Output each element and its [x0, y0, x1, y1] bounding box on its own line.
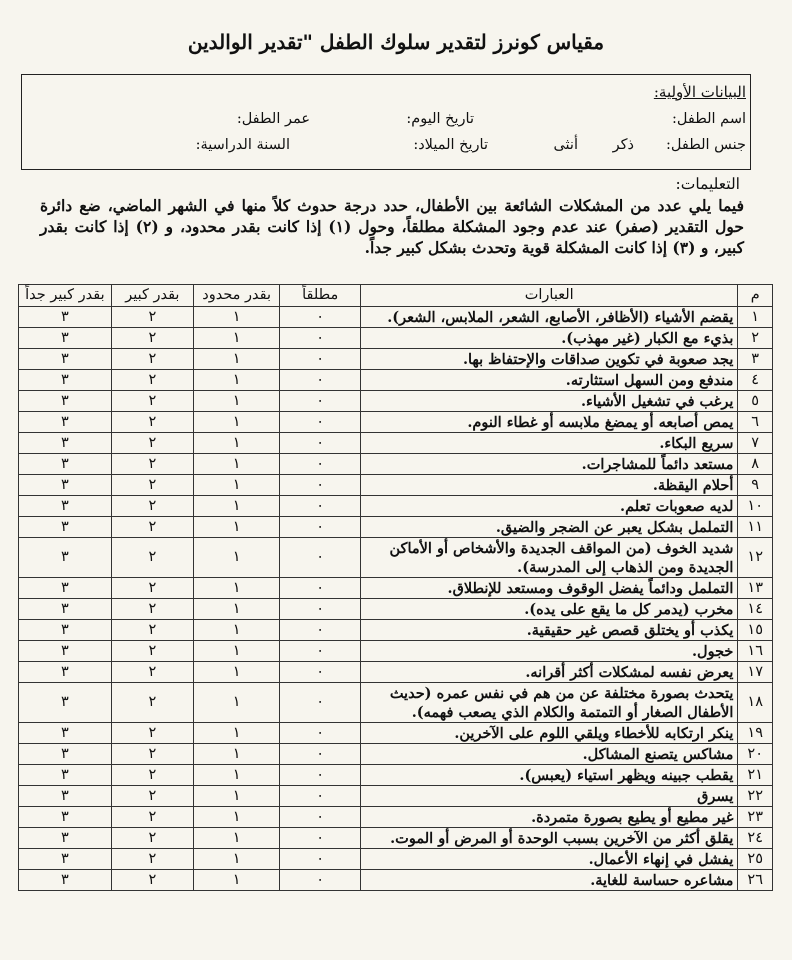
row-number: ٢٣ [738, 807, 773, 828]
row-number: ١٥ [738, 620, 773, 641]
row-statement: مشاعره حساسة للغاية. [360, 870, 737, 891]
score-very-large[interactable]: ٣ [19, 849, 112, 870]
table-row [19, 683, 773, 723]
score-very-large[interactable]: ٣ [19, 786, 112, 807]
score-never[interactable]: ٠ [280, 620, 361, 641]
row-statement: مندفع ومن السهل استثارته. [360, 370, 737, 391]
row-statement: مخرب (يدمر كل ما يقع على يده). [360, 599, 737, 620]
behavior-rating-table [18, 284, 773, 891]
score-large[interactable]: ٢ [111, 786, 193, 807]
row-statement: يكذب أو يختلق قصص غير حقيقية. [360, 620, 737, 641]
row-statement: يعرض نفسه لمشكلات أكثر أقرانه. [360, 662, 737, 683]
score-large[interactable]: ٢ [111, 683, 193, 723]
score-very-large[interactable]: ٣ [19, 496, 112, 517]
score-never[interactable]: ٠ [280, 662, 361, 683]
score-limited[interactable]: ١ [193, 391, 279, 412]
table-row [19, 349, 773, 370]
score-large[interactable]: ٢ [111, 578, 193, 599]
score-limited[interactable]: ١ [193, 599, 279, 620]
row-number: ٨ [738, 454, 773, 475]
row-number: ٧ [738, 433, 773, 454]
table-row [19, 433, 773, 454]
table-row [19, 786, 773, 807]
score-large[interactable]: ٢ [111, 349, 193, 370]
table-row [19, 517, 773, 538]
row-statement: يمص أصابعه أو يمضغ ملابسه أو غطاء النوم. [360, 412, 737, 433]
score-limited[interactable]: ١ [193, 744, 279, 765]
header-statement: العبارات [360, 285, 737, 307]
score-large[interactable]: ٢ [111, 391, 193, 412]
score-limited[interactable]: ١ [193, 620, 279, 641]
header-large: بقدر كبير [111, 285, 193, 307]
header-never: مطلقاً [280, 285, 361, 307]
score-limited[interactable]: ١ [193, 828, 279, 849]
row-statement: يقلق أكثر من الآخرين بسبب الوحدة أو المرض أو الموت. [360, 828, 737, 849]
score-never[interactable]: ٠ [280, 786, 361, 807]
score-very-large[interactable]: ٣ [19, 370, 112, 391]
row-statement: يفشل في إنهاء الأعمال. [360, 849, 737, 870]
row-number: ٣ [738, 349, 773, 370]
table-row [19, 828, 773, 849]
row-number: ١٧ [738, 662, 773, 683]
row-number: ٦ [738, 412, 773, 433]
score-very-large[interactable]: ٣ [19, 412, 112, 433]
child-gender-label: جنس الطفل: [666, 137, 746, 153]
score-never[interactable]: ٠ [280, 433, 361, 454]
score-very-large[interactable]: ٣ [19, 723, 112, 744]
score-never[interactable]: ٠ [280, 849, 361, 870]
row-statement: التململ بشكل يعبر عن الضجر والضيق. [360, 517, 737, 538]
score-limited[interactable]: ١ [193, 641, 279, 662]
row-statement: ينكر ارتكابه للأخطاء ويلقي اللوم على الآخرين. [360, 723, 737, 744]
table-row [19, 599, 773, 620]
score-very-large[interactable]: ٣ [19, 454, 112, 475]
table-row [19, 765, 773, 786]
initial-data-heading: البيانات الأولية: [653, 83, 746, 101]
score-large[interactable]: ٢ [111, 765, 193, 786]
instructions-body: فيما يلي عدد من المشكلات الشائعة بين الأطفال، حدد درجة حدوث كلاً منها في الشهر الماضي، ضع دائرة حول التقدير (صفر) عند عدم وجود المشكلة مطلقاً، وحول (١) إذا كانت بقدر محدود، و (٢) إذا كانت بقدر كبير، و (٣) إذا كانت المشكلة قوية وتحدث بشكل كبير جداً. [40, 196, 744, 257]
score-never[interactable]: ٠ [280, 599, 361, 620]
score-limited[interactable]: ١ [193, 496, 279, 517]
score-very-large[interactable]: ٣ [19, 578, 112, 599]
score-limited[interactable]: ١ [193, 475, 279, 496]
row-number: ٢٢ [738, 786, 773, 807]
score-limited[interactable]: ١ [193, 412, 279, 433]
score-never[interactable]: ٠ [280, 475, 361, 496]
table-row [19, 744, 773, 765]
table-row [19, 807, 773, 828]
row-number: ٤ [738, 370, 773, 391]
score-very-large[interactable]: ٣ [19, 870, 112, 891]
score-large[interactable]: ٢ [111, 370, 193, 391]
score-never[interactable]: ٠ [280, 328, 361, 349]
table-row [19, 391, 773, 412]
score-very-large[interactable]: ٣ [19, 307, 112, 328]
child-age-label: عمر الطفل: [236, 111, 310, 127]
score-limited[interactable]: ١ [193, 538, 279, 578]
score-very-large[interactable]: ٣ [19, 517, 112, 538]
score-limited[interactable]: ١ [193, 807, 279, 828]
score-large[interactable]: ٢ [111, 620, 193, 641]
gender-female-option: أنثى [553, 137, 578, 153]
table-row [19, 328, 773, 349]
row-statement: أحلام اليقظة. [360, 475, 737, 496]
row-statement: يتحدث بصورة مختلفة عن من هم في نفس عمره (حديث الأطفال الصغار أو التمتمة والكلام الذي يصعب فهمه). [360, 683, 737, 723]
score-large[interactable]: ٢ [111, 599, 193, 620]
score-large[interactable]: ٢ [111, 641, 193, 662]
header-num: م [738, 285, 773, 307]
score-never[interactable]: ٠ [280, 723, 361, 744]
table-row [19, 475, 773, 496]
score-limited[interactable]: ١ [193, 786, 279, 807]
score-large[interactable]: ٢ [111, 744, 193, 765]
row-number: ١٤ [738, 599, 773, 620]
score-never[interactable]: ٠ [280, 307, 361, 328]
table-row [19, 370, 773, 391]
header-limited: بقدر محدود [193, 285, 279, 307]
score-never[interactable]: ٠ [280, 828, 361, 849]
row-statement: مشاكس يتصنع المشاكل. [360, 744, 737, 765]
birth-date-label: تاريخ الميلاد: [413, 137, 488, 153]
row-number: ١٦ [738, 641, 773, 662]
score-large[interactable]: ٢ [111, 328, 193, 349]
row-number: ٥ [738, 391, 773, 412]
score-limited[interactable]: ١ [193, 723, 279, 744]
score-limited[interactable]: ١ [193, 454, 279, 475]
score-never[interactable]: ٠ [280, 370, 361, 391]
row-statement: مستعد دائماً للمشاجرات. [360, 454, 737, 475]
row-number: ١٢ [738, 538, 773, 578]
score-limited[interactable]: ١ [193, 849, 279, 870]
score-large[interactable]: ٢ [111, 307, 193, 328]
row-statement: يقضم الأشياء (الأظافر، الأصابع، الشعر، الملابس، الشعر). [360, 307, 737, 328]
row-number: ٢٦ [738, 870, 773, 891]
score-large[interactable]: ٢ [111, 496, 193, 517]
score-never[interactable]: ٠ [280, 765, 361, 786]
row-number: ٢٥ [738, 849, 773, 870]
score-very-large[interactable]: ٣ [19, 328, 112, 349]
initial-data-box [21, 74, 751, 170]
score-very-large[interactable]: ٣ [19, 807, 112, 828]
row-number: ١٨ [738, 683, 773, 723]
score-large[interactable]: ٢ [111, 538, 193, 578]
instructions [40, 174, 752, 258]
score-never[interactable]: ٠ [280, 870, 361, 891]
table-row [19, 641, 773, 662]
score-large[interactable]: ٢ [111, 828, 193, 849]
score-large[interactable]: ٢ [111, 433, 193, 454]
table-row [19, 578, 773, 599]
row-statement: يجد صعوبة في تكوين صداقات والإحتفاظ بها. [360, 349, 737, 370]
row-number: ١١ [738, 517, 773, 538]
score-never[interactable]: ٠ [280, 349, 361, 370]
score-large[interactable]: ٢ [111, 870, 193, 891]
score-very-large[interactable]: ٣ [19, 828, 112, 849]
score-very-large[interactable]: ٣ [19, 391, 112, 412]
table-row [19, 870, 773, 891]
score-never[interactable]: ٠ [280, 391, 361, 412]
table-row [19, 849, 773, 870]
row-statement: سريع البكاء. [360, 433, 737, 454]
instructions-heading: التعليمات: [675, 175, 740, 193]
score-very-large[interactable]: ٣ [19, 475, 112, 496]
score-very-large[interactable]: ٣ [19, 349, 112, 370]
row-number: ١٠ [738, 496, 773, 517]
score-very-large[interactable]: ٣ [19, 683, 112, 723]
row-number: ٩ [738, 475, 773, 496]
score-very-large[interactable]: ٣ [19, 662, 112, 683]
score-limited[interactable]: ١ [193, 370, 279, 391]
score-never[interactable]: ٠ [280, 641, 361, 662]
table-row [19, 620, 773, 641]
row-statement: يرغب في تشغيل الأشياء. [360, 391, 737, 412]
score-limited[interactable]: ١ [193, 683, 279, 723]
score-very-large[interactable]: ٣ [19, 641, 112, 662]
score-never[interactable]: ٠ [280, 683, 361, 723]
row-number: ٢ [738, 328, 773, 349]
score-limited[interactable]: ١ [193, 517, 279, 538]
score-limited[interactable]: ١ [193, 349, 279, 370]
score-large[interactable]: ٢ [111, 412, 193, 433]
score-large[interactable]: ٢ [111, 849, 193, 870]
score-never[interactable]: ٠ [280, 538, 361, 578]
table-row [19, 538, 773, 578]
row-statement: غير مطيع أو يطيع بصورة متمردة. [360, 807, 737, 828]
score-very-large[interactable]: ٣ [19, 765, 112, 786]
score-very-large[interactable]: ٣ [19, 620, 112, 641]
row-statement: لديه صعوبات تعلم. [360, 496, 737, 517]
row-statement: بذيء مع الكبار (غير مهذب). [360, 328, 737, 349]
table-row [19, 412, 773, 433]
table-row [19, 723, 773, 744]
score-never[interactable]: ٠ [280, 517, 361, 538]
row-statement: يقطب جبينه ويظهر استياء (يعبس). [360, 765, 737, 786]
score-limited[interactable]: ١ [193, 662, 279, 683]
table-row [19, 496, 773, 517]
score-never[interactable]: ٠ [280, 412, 361, 433]
row-number: ١ [738, 307, 773, 328]
table-row [19, 454, 773, 475]
score-large[interactable]: ٢ [111, 807, 193, 828]
score-large[interactable]: ٢ [111, 723, 193, 744]
row-number: ٢١ [738, 765, 773, 786]
row-number: ١٩ [738, 723, 773, 744]
score-never[interactable]: ٠ [280, 454, 361, 475]
row-number: ٢٠ [738, 744, 773, 765]
row-statement: خجول. [360, 641, 737, 662]
score-never[interactable]: ٠ [280, 744, 361, 765]
page-title: مقياس كونرز لتقدير سلوك الطفل "تقدير الوالدين [187, 30, 605, 54]
score-never[interactable]: ٠ [280, 496, 361, 517]
score-never[interactable]: ٠ [280, 807, 361, 828]
row-statement: يسرق [360, 786, 737, 807]
row-number: ٢٤ [738, 828, 773, 849]
score-large[interactable]: ٢ [111, 517, 193, 538]
score-limited[interactable]: ١ [193, 307, 279, 328]
table-row [19, 662, 773, 683]
score-large[interactable]: ٢ [111, 662, 193, 683]
row-number: ١٣ [738, 578, 773, 599]
score-large[interactable]: ٢ [111, 475, 193, 496]
score-very-large[interactable]: ٣ [19, 538, 112, 578]
row-statement: التململ ودائماً يفضل الوقوف ومستعد للإنطلاق. [360, 578, 737, 599]
score-very-large[interactable]: ٣ [19, 744, 112, 765]
score-large[interactable]: ٢ [111, 454, 193, 475]
score-limited[interactable]: ١ [193, 578, 279, 599]
score-limited[interactable]: ١ [193, 765, 279, 786]
row-statement: شديد الخوف (من المواقف الجديدة والأشخاص أو الأماكن الجديدة ومن الذهاب إلى المدرسة). [360, 538, 737, 578]
table-header-row [19, 285, 773, 307]
table-row [19, 307, 773, 328]
today-date-label: تاريخ اليوم: [406, 111, 474, 127]
school-year-label: السنة الدراسية: [195, 137, 290, 153]
score-limited[interactable]: ١ [193, 328, 279, 349]
child-name-label: اسم الطفل: [672, 111, 746, 127]
score-very-large[interactable]: ٣ [19, 433, 112, 454]
gender-male-option: ذكر [612, 137, 634, 153]
score-very-large[interactable]: ٣ [19, 599, 112, 620]
score-limited[interactable]: ١ [193, 433, 279, 454]
header-very-large: بقدر كبير جداً [19, 285, 112, 307]
score-never[interactable]: ٠ [280, 578, 361, 599]
score-limited[interactable]: ١ [193, 870, 279, 891]
